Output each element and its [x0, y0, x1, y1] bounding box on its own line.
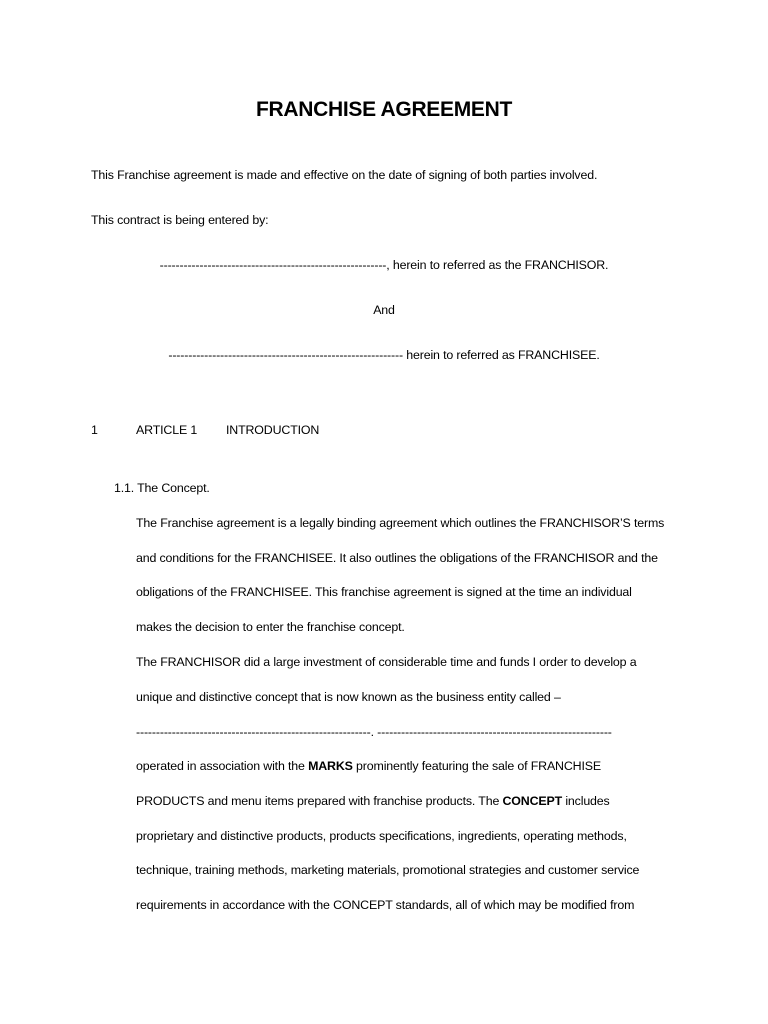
and-line: And	[373, 303, 395, 317]
concept-term: CONCEPT	[502, 794, 563, 808]
document-title: FRANCHISE AGREEMENT	[255, 98, 513, 121]
body-line: unique and distinctive concept that is now known as the business entity called –	[136, 690, 561, 704]
body-line: proprietary and distinctive products, products specifications, ingredients, operating methods,	[136, 829, 627, 843]
article-title: INTRODUCTION	[226, 423, 320, 437]
section-heading: 1.1. The Concept.	[114, 481, 210, 495]
marks-term: MARKS	[308, 759, 353, 773]
intro-paragraph: This Franchise agreement is made and effective on the date of signing of both parties involved.	[91, 168, 598, 182]
body-line: and conditions for the FRANCHISEE. It also outlines the obligations of the FRANCHISOR and the	[136, 551, 658, 565]
marks-line-after: prominently featuring the sale of FRANCHISE	[352, 759, 601, 773]
body-line: makes the decision to enter the franchise concept.	[136, 620, 405, 634]
body-line: technique, training methods, marketing materials, promotional strategies and customer service	[136, 863, 640, 877]
marks-line	[136, 758, 601, 774]
concept-line-after: includes	[562, 794, 610, 808]
article-number: 1	[91, 423, 98, 437]
body-line: requirements in accordance with the CONCEPT standards, all of which may be modified from	[136, 898, 635, 912]
marks-line-before: operated in association with the	[136, 759, 309, 773]
business-name-blank-line: -----------------------------------------------------------. -----------------------------------------------------------	[136, 725, 612, 739]
entered-by-line: This contract is being entered by:	[91, 213, 269, 227]
body-line: The Franchise agreement is a legally binding agreement which outlines the FRANCHISOR’S terms	[136, 516, 665, 530]
body-line: The FRANCHISOR did a large investment of considerable time and funds I order to develop a	[136, 655, 637, 669]
concept-line-before: PRODUCTS and menu items prepared with franchise products. The	[136, 794, 503, 808]
concept-line	[136, 793, 610, 809]
body-line: obligations of the FRANCHISEE. This franchise agreement is signed at the time an individual	[136, 585, 632, 599]
franchisor-line: ---------------------------------------------------------, herein to referred as the FRANCHISOR.	[159, 258, 609, 272]
article-label: ARTICLE 1	[136, 423, 198, 437]
franchisee-line: ----------------------------------------------------------- herein to referred as FRANCHISEE.	[168, 348, 600, 362]
